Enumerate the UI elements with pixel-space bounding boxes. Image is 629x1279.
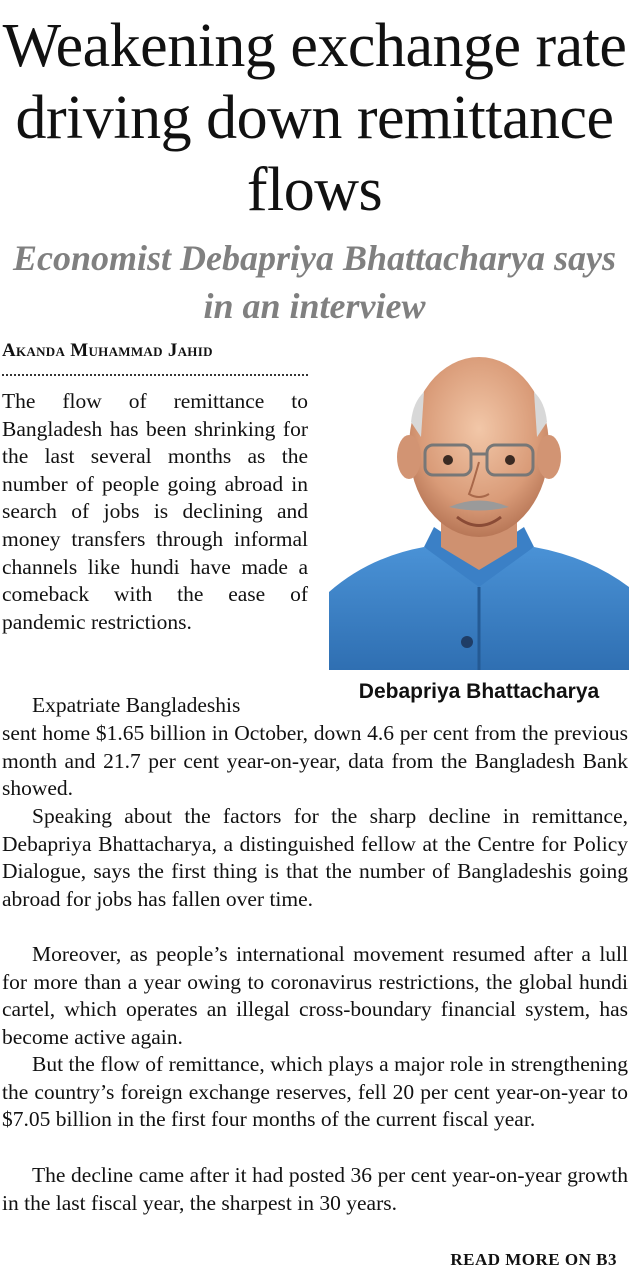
article-paragraph-2-start: Expatriate Bangladeshis xyxy=(32,693,241,717)
read-more-link[interactable]: READ MORE ON B3 xyxy=(450,1250,617,1269)
photo-caption: Debapriya Bhattacharya xyxy=(358,680,600,703)
article-paragraph-3: Speaking about the factors for the sharp decline in remittance, Debapriya Bhattacharya, a distinguished fellow at the Centre for Policy Dialogue, says the first thing is that the number of Bangladeshis going abroad for jobs has fallen over time. xyxy=(2,804,628,911)
article-paragraph-5: But the flow of remittance, which plays a major role in strengthening the country’s foreign exchange reserves, fell 20 per cent year-on-year to $7.05 billion in the first four months of the current fiscal year. xyxy=(2,1052,628,1132)
byline-divider xyxy=(2,374,308,376)
article-paragraph-4: Moreover, as people’s international movement resumed after a lull for more than a year owing to coronavirus restrictions, the global hundi cartel, which operates an illegal cross-boundary financial system, has become active again. xyxy=(2,942,628,1049)
byline: Akanda Muhammad Jahid xyxy=(2,340,213,361)
article-paragraph-6: The decline came after it had posted 36 per cent year-on-year growth in the last fiscal year, the sharpest in 30 years. xyxy=(2,1163,628,1215)
article-paragraph-1: The flow of remittance to Bangladesh has been shrinking for the last several months as the number of people going abroad in search of jobs is declining and money transfers through informal channels like hundi have made a comeback with the ease of pandemic restrictions. xyxy=(2,389,308,634)
article-paragraph-2-continued: sent home $1.65 billion in October, down 4.6 per cent from the previous month and 21.7 per cent year-on-year, data from the Bangladesh Bank showed. xyxy=(2,721,628,801)
portrait-photo xyxy=(329,342,629,670)
headline: Weakening exchange rate driving down remittance flows xyxy=(2,12,627,224)
portrait-illustration xyxy=(329,342,629,670)
subheadline: Economist Debapriya Bhattacharya says in an interview xyxy=(12,238,617,326)
